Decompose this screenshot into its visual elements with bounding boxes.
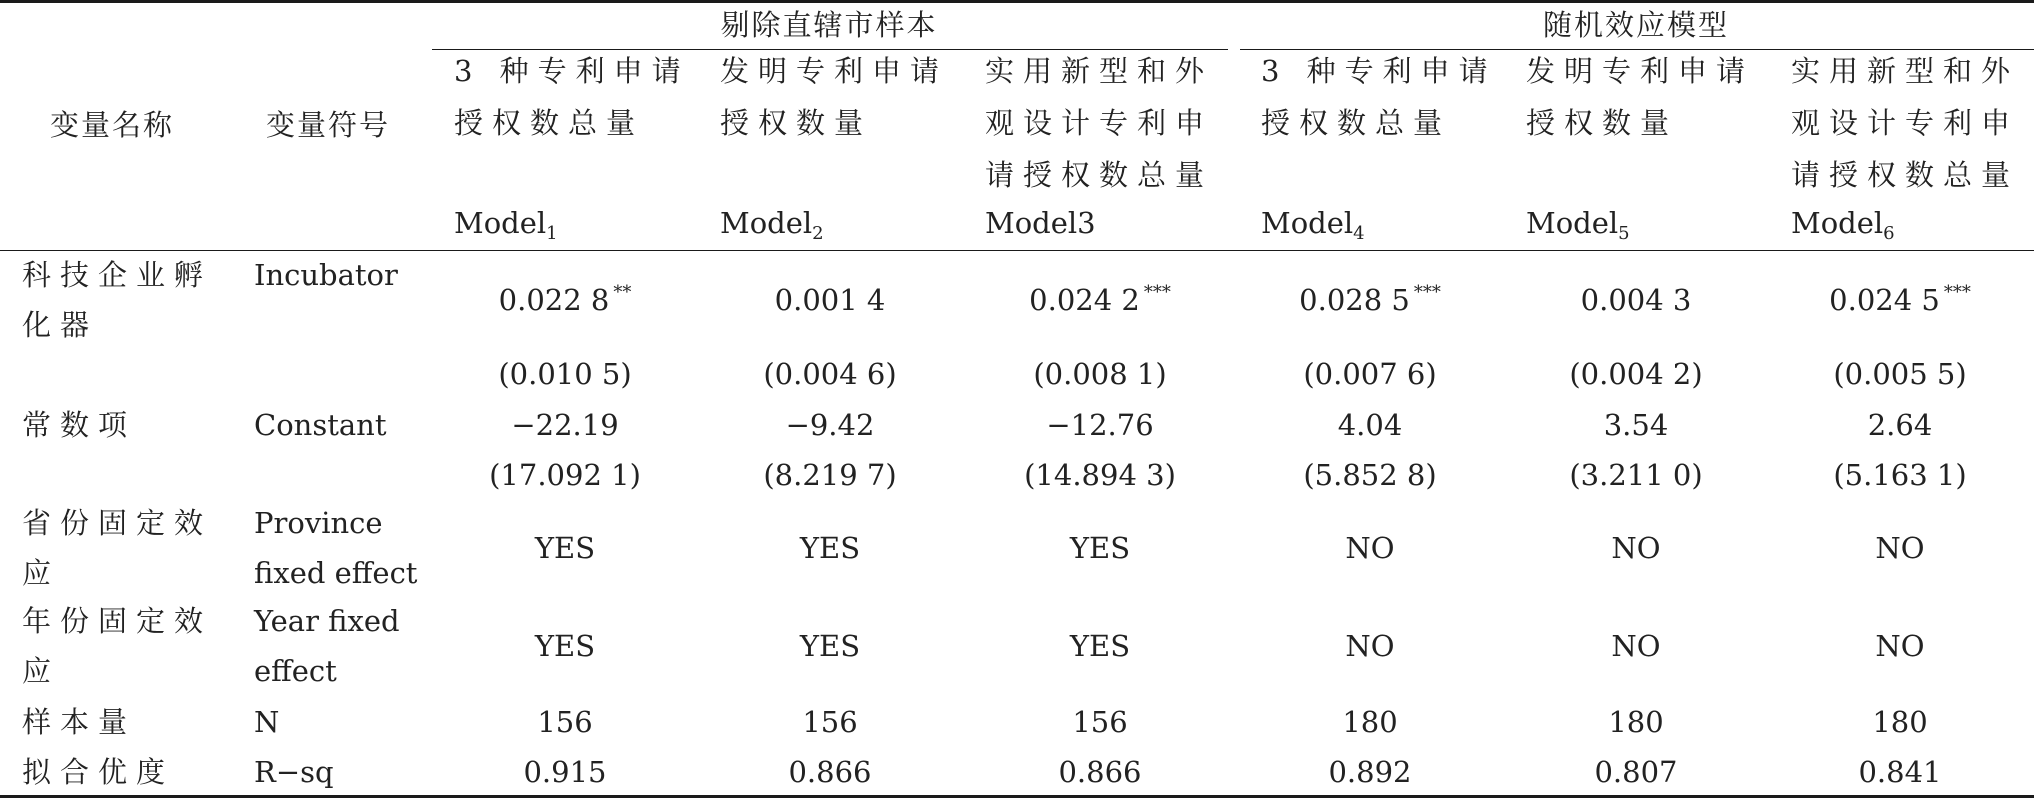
row-year-fe-value-model-6 [1875,621,1924,671]
row-incubator-se-value-text-5: (0.004 2) [1569,357,1703,391]
row-province-fe-value-model-2 [800,523,860,573]
row-r-squared-name-line1: 拟合优度 [22,755,175,789]
row-sample-size-value-model-4 [1342,697,1397,747]
row-incubator-se-value-model-1 [498,349,631,399]
row-incubator-value-model-2 [775,275,886,325]
row-constant-se-value-text-3: (14.894 3) [1024,458,1176,492]
model-5-label [1526,198,1630,248]
model-5-title-line2: 授权数量 [1526,106,1679,140]
model-1-subscript: 1 [546,223,558,244]
row-incubator-se-value-model-2 [763,349,896,399]
model-1-label [454,198,558,248]
row-constant-se-value-text-2: (8.219 7) [763,458,897,492]
row-r-squared-value-model-1 [523,747,606,797]
model-2-name: Model [720,206,813,240]
row-sample-size-value-text-2: 156 [802,705,858,739]
row-province-fe-value-model-6 [1875,523,1924,573]
row-year-fe-name-line2: 应 [22,654,61,688]
row-year-fe-value-model-3 [1070,621,1130,671]
row-constant-value-text-4: 4.04 [1337,408,1403,442]
row-constant-se-value-model-2 [763,450,896,500]
row-r-squared-value-text-1: 0.915 [523,755,607,789]
model-6-title-line3: 请授权数总量 [1791,158,2020,192]
row-province-fe-name-line1: 省份固定效 [22,506,213,540]
row-incubator-significance-stars-1: ** [613,282,632,303]
row-incubator-se-value-text-4: (0.007 6) [1303,357,1437,391]
row-year-fe-value-model-1 [535,621,595,671]
row-constant-value-text-6: 2.64 [1867,408,1933,442]
row-incubator-value-model-4 [1299,275,1441,325]
row-province-fe-name-line2: 应 [22,556,61,590]
row-r-squared-value-model-2 [788,747,871,797]
row-constant-se-value-model-3 [1024,450,1176,500]
row-constant-se-value-text-1: (17.092 1) [489,458,641,492]
row-constant-se-value-model-6 [1833,450,1966,500]
row-year-fe-value-text-1: YES [534,629,596,663]
row-province-fe-value-model-3 [1070,523,1130,573]
row-incubator-symbol-line1: Incubator [254,258,398,292]
row-incubator-value-model-5 [1581,275,1692,325]
model-6-title-line1: 实用新型和外 [1791,54,2020,88]
row-province-fe-symbol-line2: fixed effect [254,556,418,590]
model-2-title-line1: 发明专利申请 [720,54,949,88]
row-r-squared-value-text-6: 0.841 [1858,755,1942,789]
row-incubator-se-value-model-6 [1833,349,1966,399]
row-sample-size-value-model-6 [1872,697,1927,747]
model-6-label [1791,198,1895,248]
row-sample-size-value-model-3 [1072,697,1127,747]
row-year-fe-value-model-2 [800,621,860,671]
model-2-label [720,198,824,248]
row-incubator-significance-stars-6: *** [1943,282,1971,303]
model-4-subscript: 4 [1353,223,1365,244]
row-sample-size-value-model-2 [802,697,857,747]
row-year-fe-value-text-5: NO [1611,629,1661,663]
row-incubator-se-value-model-3 [1033,349,1166,399]
row-province-fe-value-text-4: NO [1345,531,1395,565]
row-incubator-se-value-text-1: (0.010 5) [498,357,632,391]
row-province-fe-value-text-1: YES [534,531,596,565]
row-constant-se-value-model-4 [1303,450,1436,500]
model-3-name: Model3 [985,206,1096,240]
row-sample-size-value-model-1 [537,697,592,747]
row-year-fe-name-line1: 年份固定效 [22,604,213,638]
row-incubator-se-value-text-3: (0.008 1) [1033,357,1167,391]
row-constant-value-model-3 [1046,400,1153,450]
row-province-fe-value-model-5 [1611,523,1660,573]
row-r-squared-value-model-3 [1058,747,1141,797]
row-r-squared-value-model-4 [1328,747,1411,797]
model-3-title-line2: 观设计专利申 [985,106,1214,140]
row-incubator-value-text-4: 0.028 5 [1299,283,1410,317]
row-year-fe-symbol-line2: effect [254,654,337,688]
row-incubator-se-value-model-4 [1303,349,1436,399]
row-constant-se-value-model-1 [489,450,641,500]
row-constant-value-text-1: −22.19 [511,408,619,442]
row-sample-size-value-text-3: 156 [1072,705,1128,739]
row-province-fe-value-text-6: NO [1875,531,1925,565]
row-incubator-value-text-5: 0.004 3 [1580,283,1692,317]
row-r-squared-symbol-line1: R−sq [254,755,334,789]
model-4-title-line2: 授权数总量 [1261,106,1452,140]
row-province-fe-value-model-1 [535,523,595,573]
row-incubator-value-text-6: 0.024 5 [1829,283,1940,317]
row-constant-name-line1: 常数项 [22,408,137,442]
row-province-fe-value-model-4 [1345,523,1394,573]
row-incubator-se-value-model-5 [1569,349,1702,399]
row-sample-size-name-line1: 样本量 [22,705,137,739]
row-incubator-value-text-3: 0.024 2 [1029,283,1140,317]
row-incubator-name-line1: 科技企业孵 [22,258,213,292]
row-incubator-significance-stars-3: *** [1143,282,1171,303]
row-constant-value-model-1 [511,400,618,450]
row-incubator-value-model-3 [1029,275,1171,325]
row-year-fe-symbol-line1: Year fixed [254,604,400,638]
row-sample-size-value-text-4: 180 [1342,705,1398,739]
row-sample-size-symbol-line1: N [254,705,280,739]
row-constant-value-text-2: −9.42 [785,408,875,442]
row-constant-value-model-4 [1338,400,1403,450]
row-year-fe-value-text-4: NO [1345,629,1395,663]
model-5-subscript: 5 [1618,223,1630,244]
row-r-squared-value-text-3: 0.866 [1058,755,1142,789]
row-incubator-se-value-text-6: (0.005 5) [1833,357,1967,391]
row-sample-size-value-text-1: 156 [537,705,593,739]
model-5-title-line1: 发明专利申请 [1526,54,1755,88]
row-constant-value-model-2 [786,400,875,450]
row-constant-value-text-5: 3.54 [1603,408,1669,442]
row-year-fe-value-text-2: YES [799,629,861,663]
row-constant-se-value-text-5: (3.211 0) [1569,458,1703,492]
model-1-title-line2: 授权数总量 [454,106,645,140]
group-header-excluded-municipalities: 剔除直辖市样本 [720,8,938,42]
row-constant-se-value-text-4: (5.852 8) [1303,458,1437,492]
row-province-fe-value-text-3: YES [1069,531,1131,565]
row-year-fe-value-text-6: NO [1875,629,1925,663]
row-r-squared-value-model-5 [1594,747,1677,797]
row-r-squared-value-text-5: 0.807 [1594,755,1678,789]
col-header-variable-name: 变量名称 [50,108,175,142]
model-1-name: Model [454,206,547,240]
model-6-subscript: 6 [1883,223,1895,244]
col-header-variable-symbol: 变量符号 [266,108,391,142]
row-sample-size-value-model-5 [1608,697,1663,747]
model-3-title-line3: 请授权数总量 [985,158,1214,192]
model-2-subscript: 2 [812,223,824,244]
row-year-fe-value-model-4 [1345,621,1394,671]
row-constant-value-model-6 [1868,400,1933,450]
row-province-fe-value-text-5: NO [1611,531,1661,565]
row-incubator-value-text-2: 0.001 4 [774,283,886,317]
model-1-title-line1: 3 种专利申请 [454,54,690,88]
model-3-label [985,198,1096,248]
model-5-name: Model [1526,206,1619,240]
row-r-squared-value-model-6 [1858,747,1941,797]
row-r-squared-value-text-2: 0.866 [788,755,872,789]
row-constant-se-value-text-6: (5.163 1) [1833,458,1967,492]
row-sample-size-value-text-5: 180 [1608,705,1664,739]
model-4-title-line1: 3 种专利申请 [1261,54,1497,88]
row-year-fe-value-model-5 [1611,621,1660,671]
row-incubator-value-text-1: 0.022 8 [498,283,610,317]
model-3-title-line1: 实用新型和外 [985,54,1214,88]
model-6-title-line2: 观设计专利申 [1791,106,2020,140]
row-constant-value-text-3: −12.76 [1046,408,1154,442]
model-4-name: Model [1261,206,1354,240]
row-incubator-value-model-1 [499,275,632,325]
model-2-title-line2: 授权数量 [720,106,873,140]
row-r-squared-value-text-4: 0.892 [1328,755,1412,789]
row-constant-value-model-5 [1604,400,1669,450]
model-6-name: Model [1791,206,1884,240]
row-constant-se-value-model-5 [1569,450,1702,500]
row-constant-symbol-line1: Constant [254,408,387,442]
row-incubator-name-line2: 化器 [22,308,99,342]
row-province-fe-symbol-line1: Province [254,506,383,540]
row-incubator-value-model-6 [1829,275,1971,325]
row-sample-size-value-text-6: 180 [1872,705,1928,739]
model-4-label [1261,198,1365,248]
row-incubator-significance-stars-4: *** [1413,282,1441,303]
row-year-fe-value-text-3: YES [1069,629,1131,663]
group-header-random-effects: 随机效应模型 [1542,8,1730,42]
row-province-fe-value-text-2: YES [799,531,861,565]
row-incubator-se-value-text-2: (0.004 6) [763,357,897,391]
